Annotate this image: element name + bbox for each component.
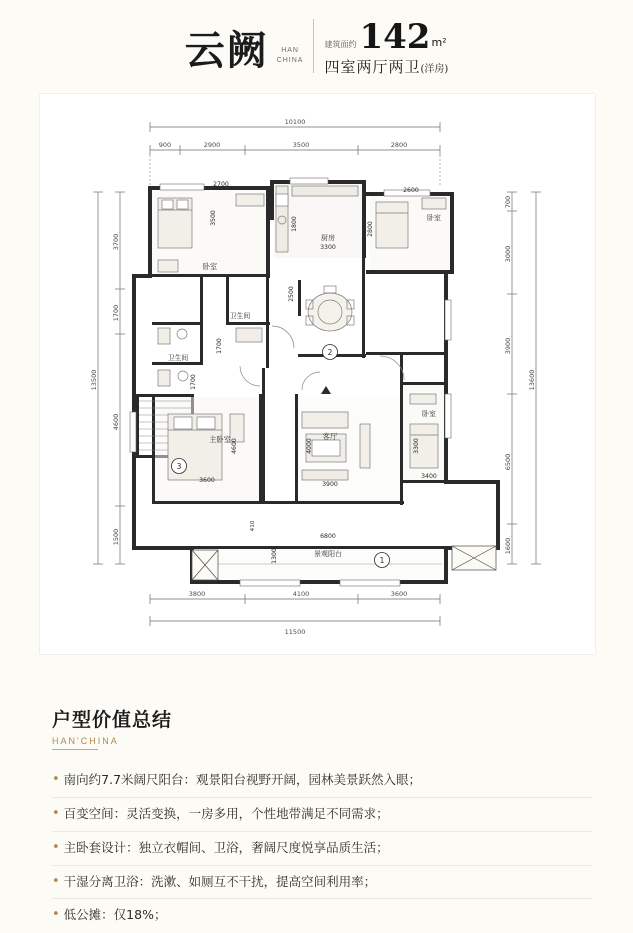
- room-label-bedroom-3: 卧室: [422, 410, 436, 418]
- summary-subtitle: HAN'CHINA: [52, 736, 119, 746]
- bullet-text: 主卧套设计：独立衣帽间、卫浴，奢阔尺度悦享品质生活；: [63, 839, 389, 855]
- room-dim-2700: 2700: [213, 181, 229, 188]
- room-label-balcony: 景观阳台: [314, 550, 342, 558]
- dim-bottom-2: 4100: [292, 590, 310, 598]
- room-dim-2600: 2600: [403, 187, 419, 194]
- room-label-bath-1: 卫生间: [229, 312, 251, 320]
- entry-arrow-icon: [321, 386, 331, 394]
- dim-top-total: 10100: [284, 118, 306, 126]
- list-item: [52, 798, 592, 832]
- room-dim-4600: 4600: [231, 438, 238, 454]
- room-dim-3600: 3600: [199, 477, 215, 484]
- dim-right-2: 3000: [504, 245, 512, 263]
- area-number: 142: [359, 16, 431, 57]
- room-dim-3400: 3400: [421, 473, 437, 480]
- room-dim-1300: 1300: [271, 548, 278, 564]
- room-dim-1800: 1800: [291, 216, 298, 232]
- dim-top-2: 2900: [203, 141, 221, 149]
- dim-bottom-3: 3600: [390, 590, 408, 598]
- summary-bullet-list: [52, 764, 592, 932]
- list-item: [52, 866, 592, 900]
- dim-right-5: 1600: [504, 537, 512, 555]
- bullet-dot-icon: •: [52, 805, 60, 821]
- room-dim-3300: 3300: [320, 244, 336, 251]
- marker-3-label: 3: [176, 462, 182, 471]
- layout-main: 四室两厅两卫: [324, 58, 421, 76]
- bullet-dot-icon: •: [52, 772, 60, 787]
- brand-name: 云阙: [184, 27, 269, 74]
- list-item: [52, 832, 592, 866]
- summary-rule: [52, 749, 98, 750]
- brand-en-line2: CHINA: [276, 56, 304, 64]
- bullet-dot-icon: •: [52, 907, 60, 923]
- layout-note: (洋房): [420, 64, 449, 75]
- brand-en-line1: HAN: [281, 47, 299, 55]
- brand-en: [277, 46, 304, 65]
- header: [0, 8, 633, 88]
- room-label-bedroom-2: 卧室: [427, 214, 441, 222]
- room-dim-6800: 6800: [320, 533, 336, 540]
- summary-title: 户型价值总结: [52, 709, 173, 731]
- area-unit: m²: [431, 36, 447, 49]
- dim-left-total: 13500: [90, 369, 98, 391]
- room-dim-1700-b: 1700: [190, 374, 197, 390]
- dim-top-3: 3500: [292, 141, 310, 149]
- room-dim-3300-b: 3300: [413, 438, 420, 454]
- dim-right-1: 700: [504, 195, 512, 209]
- dim-bottom-total: 11500: [284, 628, 306, 636]
- bullet-text: 百变空间：灵活变换，一房多用，个性地带满足不同需求；: [63, 805, 389, 821]
- dim-bottom-1: 3800: [188, 590, 206, 598]
- marker-1-label: 1: [379, 556, 385, 565]
- bullet-dot-icon: •: [52, 873, 60, 889]
- room-dim-3900: 3900: [322, 481, 338, 488]
- floor-plan-drawing: [40, 94, 595, 654]
- summary-section: [52, 705, 592, 932]
- room-label-bedroom-1: 卧室: [202, 262, 218, 271]
- area-prefix: 建筑面约: [324, 40, 357, 50]
- room-label-master: 主卧室: [209, 435, 231, 444]
- dim-top-4: 2800: [390, 141, 408, 149]
- dim-left-4: 1500: [112, 528, 120, 546]
- dim-right-4: 6500: [504, 453, 512, 471]
- header-divider: [313, 19, 314, 73]
- floor-plan-card: [40, 94, 595, 654]
- dim-right-total: 13600: [528, 369, 536, 391]
- marker-2-label: 2: [327, 348, 333, 357]
- dim-left-2: 1700: [112, 304, 120, 322]
- room-dim-2500: 2500: [288, 286, 295, 302]
- dim-right-3: 3900: [504, 337, 512, 355]
- room-label-kitchen: 厨房: [321, 234, 335, 242]
- list-item: [52, 899, 592, 932]
- room-dim-4000: 4000: [306, 438, 313, 454]
- dim-top-1: 900: [158, 141, 172, 149]
- bullet-text: 干湿分离卫浴：洗漱、如厕互不干扰，提高空间利用率；: [63, 873, 377, 889]
- bullet-dot-icon: •: [52, 839, 60, 855]
- dim-left-1: 3700: [112, 233, 120, 251]
- bullet-text: 南向约7.7米阔尺阳台：观景阳台视野开阔，园林美景跃然入眼；: [63, 772, 422, 787]
- room-label-living: 客厅: [322, 432, 338, 441]
- bullet-text: 低公摊：仅18%；: [63, 907, 167, 923]
- room-dim-3500: 3500: [210, 210, 217, 226]
- layout-text: [324, 56, 448, 77]
- room-dim-2800: 2800: [367, 221, 374, 237]
- room-label-bath-2: 卫生间: [167, 354, 189, 362]
- room-dim-1700-a: 1700: [216, 338, 223, 354]
- dim-left-3: 4600: [112, 413, 120, 431]
- room-dim-410: 410: [250, 520, 256, 532]
- list-item: [52, 764, 592, 798]
